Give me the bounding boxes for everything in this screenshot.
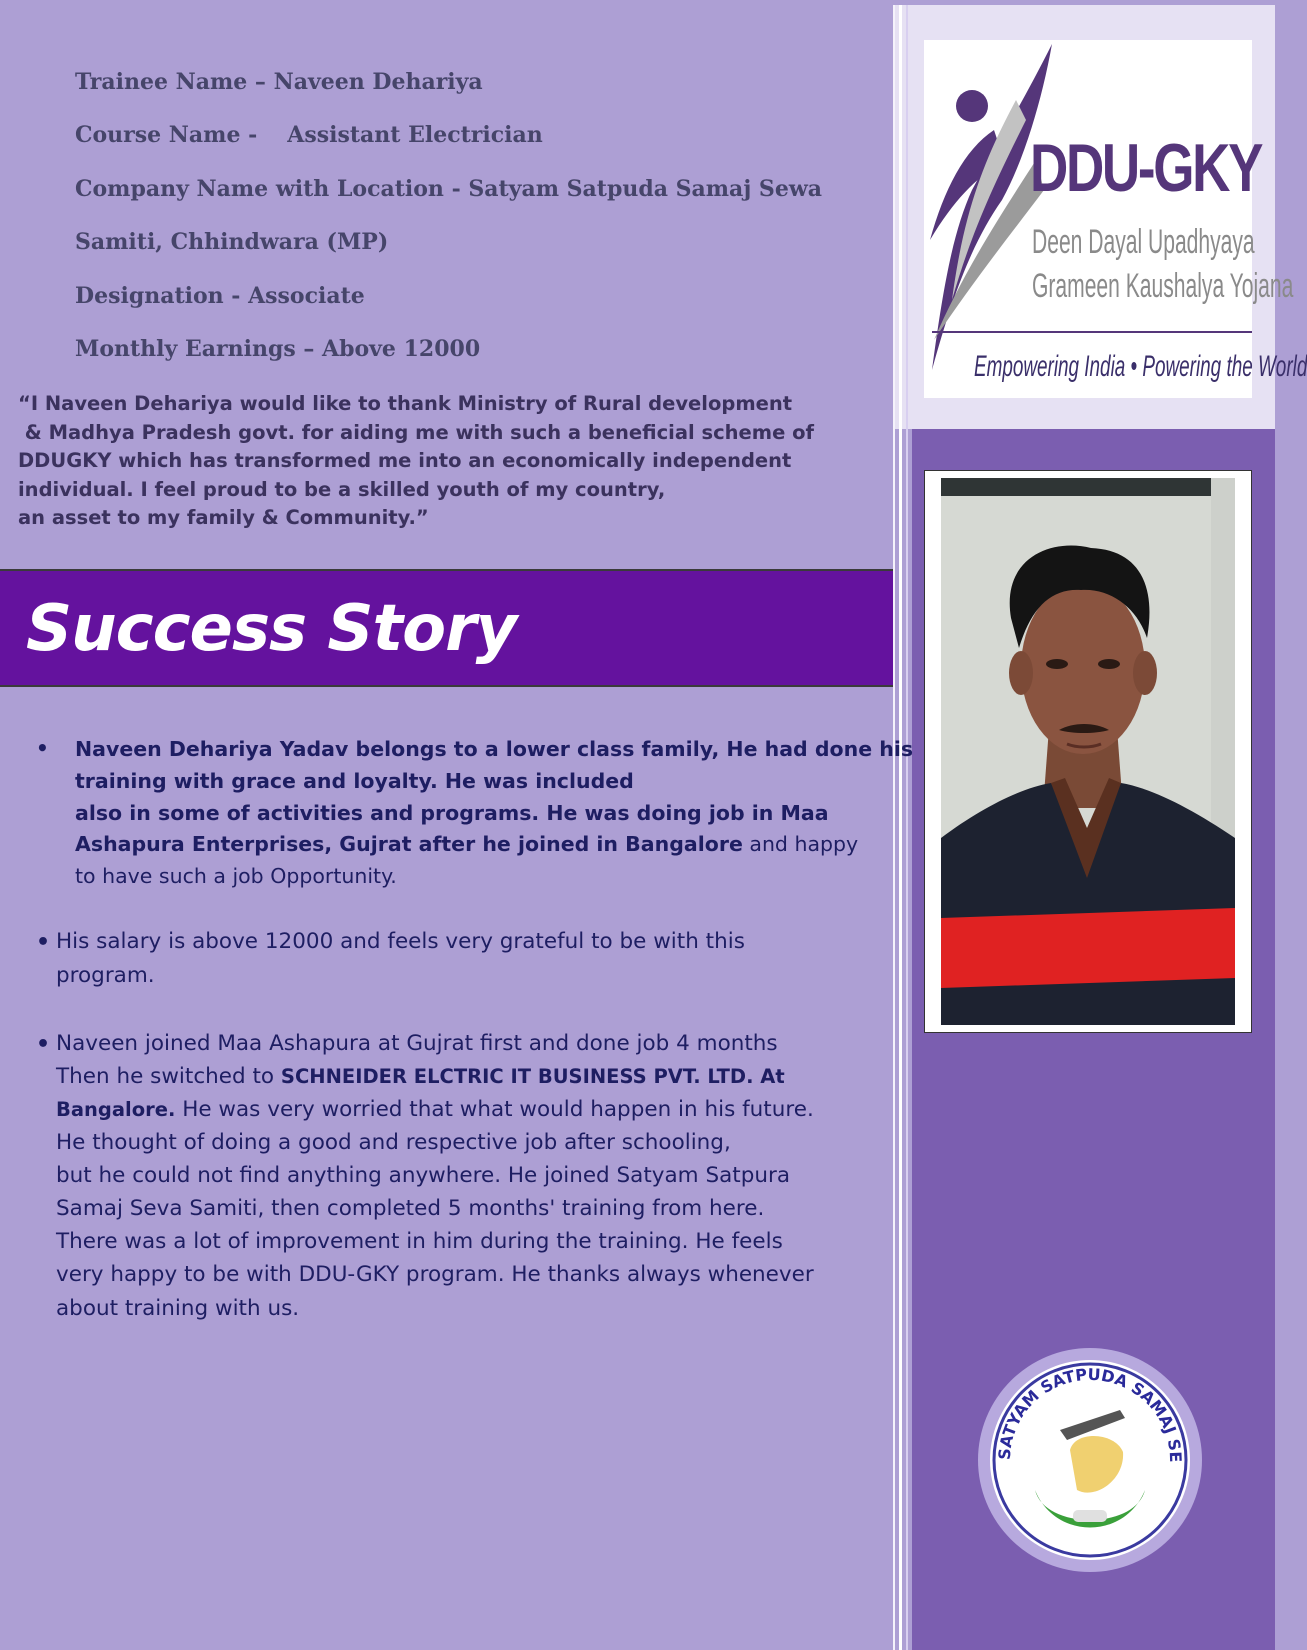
logo-title: DDU-GKY [1030, 130, 1262, 206]
seal-text: SATYAM SATPUDA SAMAJ SE [994, 1364, 1186, 1463]
bullet1-line: Naveen Dehariya Yadav belongs to a lower class family, He had done his [75, 737, 914, 761]
quote-line: “I Naveen Dehariya would like to thank Ministry of Rural development [18, 392, 793, 415]
bullet1-line: to have such a job Opportunity. [75, 864, 397, 888]
logo-tagline: Empowering India • Powering the World [974, 350, 1307, 383]
quote-line: DDUGKY which has transformed me into an economically independent [18, 449, 792, 472]
bullet3-line: about training with us. [56, 1296, 300, 1321]
logo-subtitle: Grameen Kaushalya Yojana [1032, 267, 1294, 305]
course-label: Course Name - [75, 122, 258, 148]
bangalore-bold-text: Bangalore. [56, 1098, 176, 1121]
bullet2-line: program. [56, 963, 155, 988]
banner-title: Success Story [26, 592, 517, 666]
bullet3-line [56, 1063, 785, 1091]
bullet2-line: His salary is above 12000 and feels very grateful to be with this [56, 929, 745, 954]
bullet3-line: Naveen joined Maa Ashapura at Gujrat first and done job 4 months [56, 1031, 778, 1056]
bullet3-line: He thought of doing a good and respective job after schooling, [56, 1130, 731, 1155]
bullet1-line [75, 830, 858, 858]
bullet-icon: • [36, 1032, 51, 1057]
logo-subtitle: Deen Dayal Upadhyaya [1032, 223, 1255, 261]
bullet3-line: There was a lot of improvement in him during the training. He feels [56, 1229, 783, 1254]
divider-line [906, 5, 908, 1650]
bullet-icon: • [36, 736, 49, 760]
bullet3-text: Then he switched to [56, 1064, 281, 1089]
bullet3-line [56, 1096, 814, 1124]
company-line-1: Company Name with Location - Satyam Satpuda Samaj Sewa [75, 176, 823, 202]
divider-line [893, 5, 895, 1650]
bullet3-line: very happy to be with DDU-GKY program. He thanks always whenever [56, 1262, 814, 1287]
company-line-2: Samiti, Chhindwara (MP) [75, 229, 389, 255]
success-story-banner [0, 569, 893, 687]
bullet1-line: training with grace and loyalty. He was included [75, 769, 634, 793]
bullet3-line: but he could not find anything anywhere. He joined Satyam Satpura [56, 1163, 791, 1188]
quote-line: & Madhya Pradesh govt. for aiding me with such a beneficial scheme of [18, 420, 814, 444]
samiti-seal [975, 1340, 1205, 1580]
trainee-name: Trainee Name – Naveen Dehariya [75, 69, 483, 95]
bullet3-text: He was very worried that what would happen in his future. [175, 1097, 814, 1122]
testimonial-quote [18, 390, 868, 533]
divider-line [899, 5, 902, 1650]
logo-figure-icon [924, 40, 1262, 398]
quote-line: an asset to my family & Community.” [18, 506, 429, 529]
bullet1-line: also in some of activities and programs. He was doing job in Maa [75, 801, 829, 825]
trainee-photo [941, 478, 1235, 1025]
seal-emblem-icon [975, 1340, 1205, 1580]
course-value: Assistant Electrician [287, 122, 543, 148]
ddu-gky-logo [924, 40, 1307, 398]
monthly-earnings: Monthly Earnings – Above 12000 [75, 336, 481, 362]
designation: Designation - Associate [75, 283, 365, 309]
bullet3-line: Samaj Seva Samiti, then completed 5 months' training from here. [56, 1196, 765, 1221]
bullet1-bold-text: Ashapura Enterprises, Gujrat after he joined in Bangalore [75, 832, 743, 856]
company-bold-text: SCHNEIDER ELCTRIC IT BUSINESS PVT. LTD. At [280, 1065, 785, 1088]
quote-line: individual. I feel proud to be a skilled youth of my country, [18, 477, 666, 501]
bullet-icon: • [36, 930, 51, 955]
portrait-image [941, 478, 1235, 1025]
course-name [75, 121, 543, 149]
bullet1-text: and happy [742, 832, 859, 856]
